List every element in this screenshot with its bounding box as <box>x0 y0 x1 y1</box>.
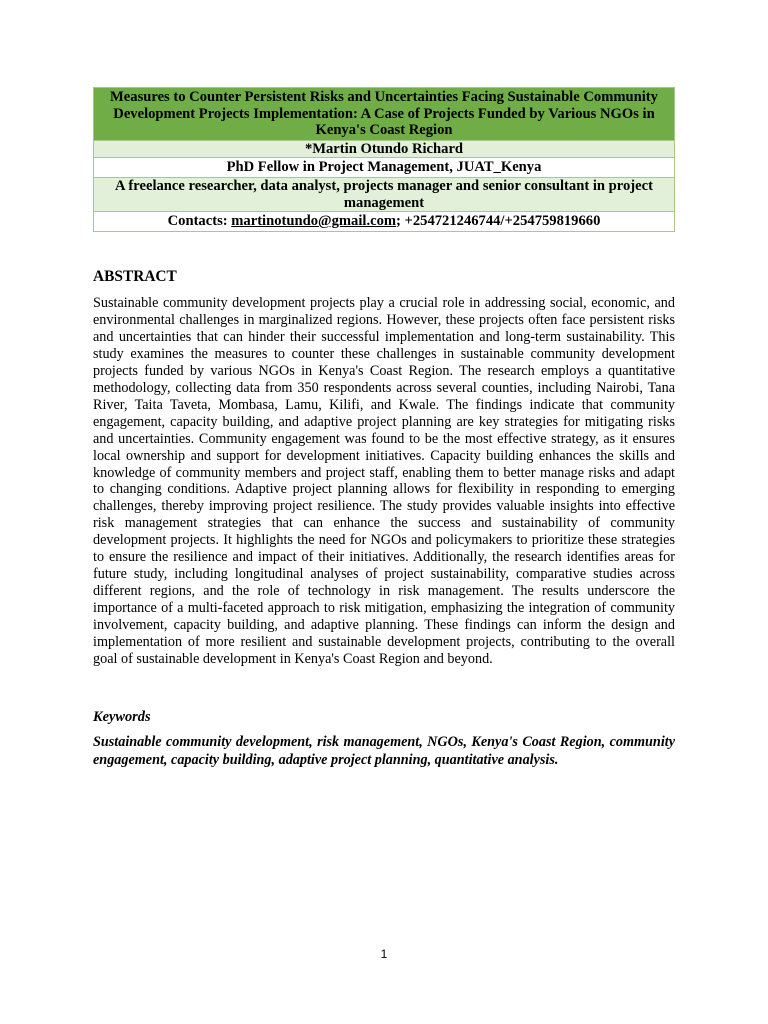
keywords-list: Sustainable community development, risk management, NGOs, Kenya's Coast Region, community engagement, capacity building, adaptive project planning, quantitative analysis. <box>93 734 675 768</box>
contacts-label: Contacts: <box>167 213 232 230</box>
paper-title: Measures to Counter Persistent Risks and Uncertainties Facing Sustainable Community Development Projects Implementation: A Case of Projects Funded by Various NGOs in Kenya's Coast Region <box>94 88 675 141</box>
author-affiliation: PhD Fellow in Project Management, JUAT_Kenya <box>94 158 675 178</box>
phone-numbers: ; +254721246744/+254759819660 <box>396 213 601 230</box>
abstract-heading: ABSTRACT <box>93 268 177 285</box>
email-link[interactable]: martinotundo@gmail.com <box>231 213 397 230</box>
author-name: *Martin Otundo Richard <box>94 140 675 158</box>
contacts-row <box>94 212 675 232</box>
page-number: 1 <box>380 947 388 961</box>
author-description: A freelance researcher, data analyst, projects manager and senior consultant in project management <box>94 177 675 211</box>
keywords-heading: Keywords <box>93 709 151 725</box>
abstract-body: Sustainable community development projects play a crucial role in addressing social, economic, and environmental challenges in marginalized regions. However, these projects often face persistent risks and uncertainties that can hinder their successful implementation and long-term sustainability. This study examines the measures to counter these challenges in sustainable community development projects funded by various NGOs in Kenya's Coast Region. The research employs a quantitative methodology, collecting data from 350 respondents across several counties, including Nairobi, Tana River, Taita Taveta, Mombasa, Lamu, Kilifi, and Kwale. The findings indicate that community engagement, capacity building, and adaptive project planning are key strategies for mitigating risks and uncertainties. Community engagement was found to be the most effective strategy, as it ensures local ownership and support for development initiatives. Capacity building enhances the skills and knowledge of community members and project staff, enabling them to better manage risks and adapt to changing conditions. Adaptive project planning allows for flexibility in responding to emerging challenges, thereby improving project resilience. The study provides valuable insights into effective risk management strategies that can enhance the success and sustainability of community development projects. It highlights the need for NGOs and policymakers to prioritize these strategies to ensure the resilience and impact of their initiatives. Additionally, the research identifies areas for future study, including longitudinal analyses of project sustainability, comparative studies across different regions, and the role of technology in risk management. The results underscore the importance of a multi-faceted approach to risk mitigation, emphasizing the integration of community involvement, capacity building, and adaptive planning. These findings can inform the design and implementation of more resilient and sustainable development projects, contributing to the overall goal of sustainable development in Kenya's Coast Region and beyond. <box>93 295 675 668</box>
header-table <box>93 87 675 232</box>
